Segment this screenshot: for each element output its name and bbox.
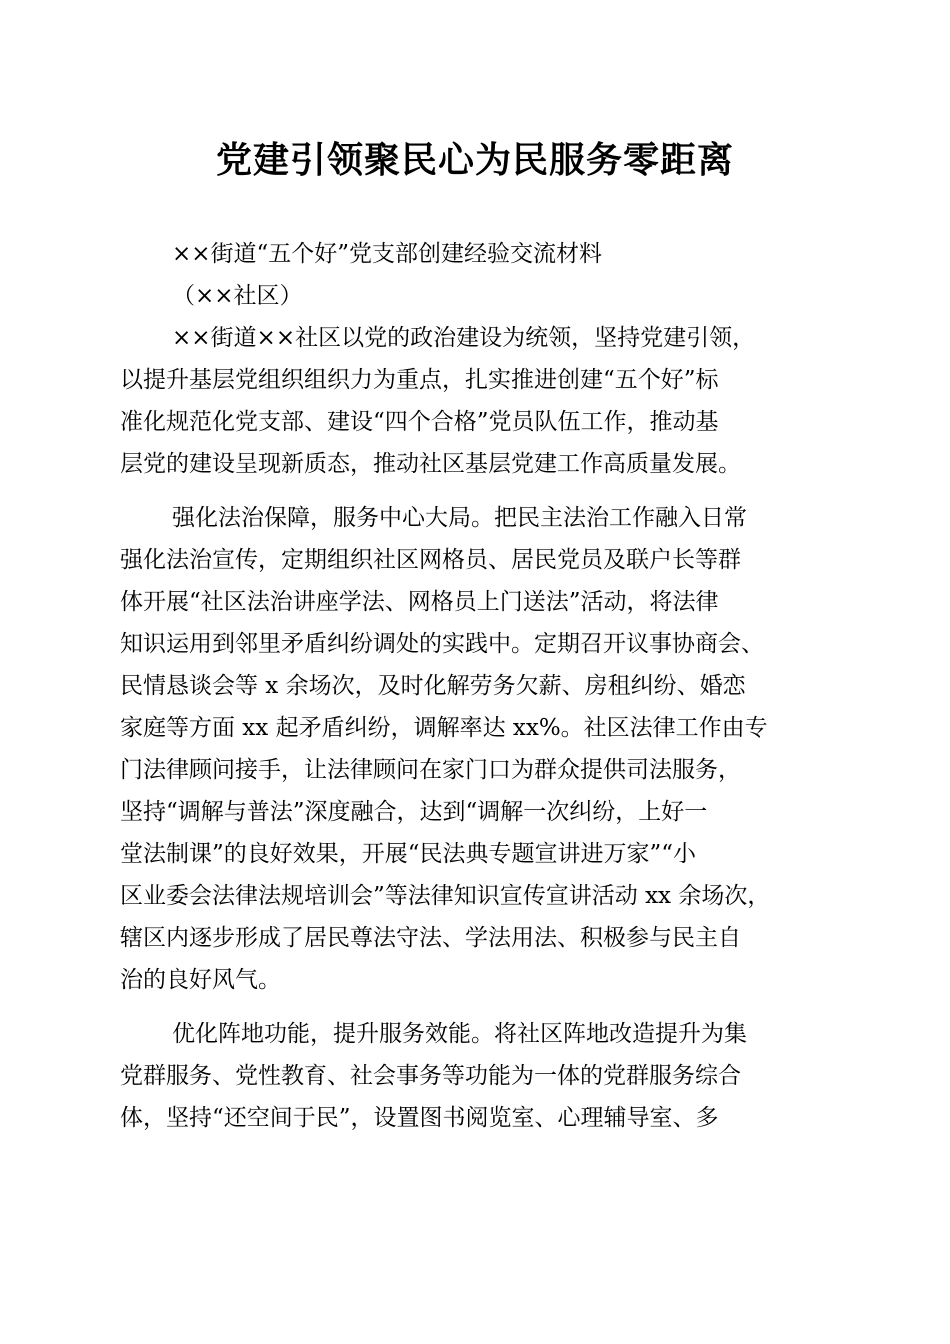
paragraph-line: ××街道××社区以党的政治建设为统领，坚持党建引领，: [172, 325, 756, 351]
paragraph-line: 强化法治宣传，定期组织社区网格员、居民党员及联户长等群: [120, 547, 741, 573]
paragraph-line: 家庭等方面 xx 起矛盾纠纷，调解率达 xx%。社区法律工作由专: [120, 715, 768, 741]
paragraph-line: 体开展“社区法治讲座学法、网格员上门送法”活动，将法律: [120, 589, 719, 615]
paragraph-line: 党群服务、党性教育、社会事务等功能为一体的党群服务综合: [120, 1063, 741, 1089]
paragraph-line: 准化规范化党支部、建设“四个合格”党员队伍工作，推动基: [120, 409, 719, 435]
document-title: 党建引领聚民心为民服务零距离: [215, 139, 734, 181]
paragraph-line: 区业委会法律法规培训会”等法律知识宣传宣讲活动 xx 余场次，: [120, 883, 771, 909]
document-author: （××社区）: [172, 283, 303, 309]
paragraph-line: 优化阵地功能，提升服务效能。将社区阵地改造提升为集: [172, 1021, 747, 1047]
paragraph-line: 治的良好风气。: [120, 967, 281, 993]
paragraph-line: 辖区内逐步形成了居民尊法守法、学法用法、积极参与民主自: [120, 925, 741, 951]
paragraph-line: 层党的建设呈现新质态，推动社区基层党建工作高质量发展。: [120, 451, 741, 477]
paragraph-rule-of-law: [120, 497, 832, 1001]
paragraph-service-hub: [120, 1013, 832, 1139]
paragraph-line: 坚持“调解与普法”深度融合，达到“调解一次纠纷，上好一: [120, 799, 708, 825]
paragraph-line: 知识运用到邻里矛盾纠纷调处的实践中。定期召开议事协商会、: [120, 631, 764, 657]
paragraph-intro: [120, 317, 832, 485]
paragraph-line: 民情恳谈会等 x 余场次，及时化解劳务欠薪、房租纠纷、婚恋: [120, 673, 746, 699]
paragraph-line: 以提升基层党组织组织力为重点，扎实推进创建“五个好”标: [120, 367, 719, 393]
paragraph-line: 堂法制课”的良好效果，开展“民法典专题宣讲进万家”“小: [120, 841, 697, 867]
paragraph-line: 体，坚持“还空间于民”，设置图书阅览室、心理辅导室、多: [120, 1105, 719, 1131]
paragraph-line: 强化法治保障，服务中心大局。把民主法治工作融入日常: [172, 505, 747, 531]
document-subtitle: ××街道“五个好”党支部创建经验交流材料: [172, 241, 603, 267]
document-body: [120, 233, 832, 1139]
paragraph-line: 门法律顾问接手，让法律顾问在家门口为群众提供司法服务，: [120, 757, 741, 783]
